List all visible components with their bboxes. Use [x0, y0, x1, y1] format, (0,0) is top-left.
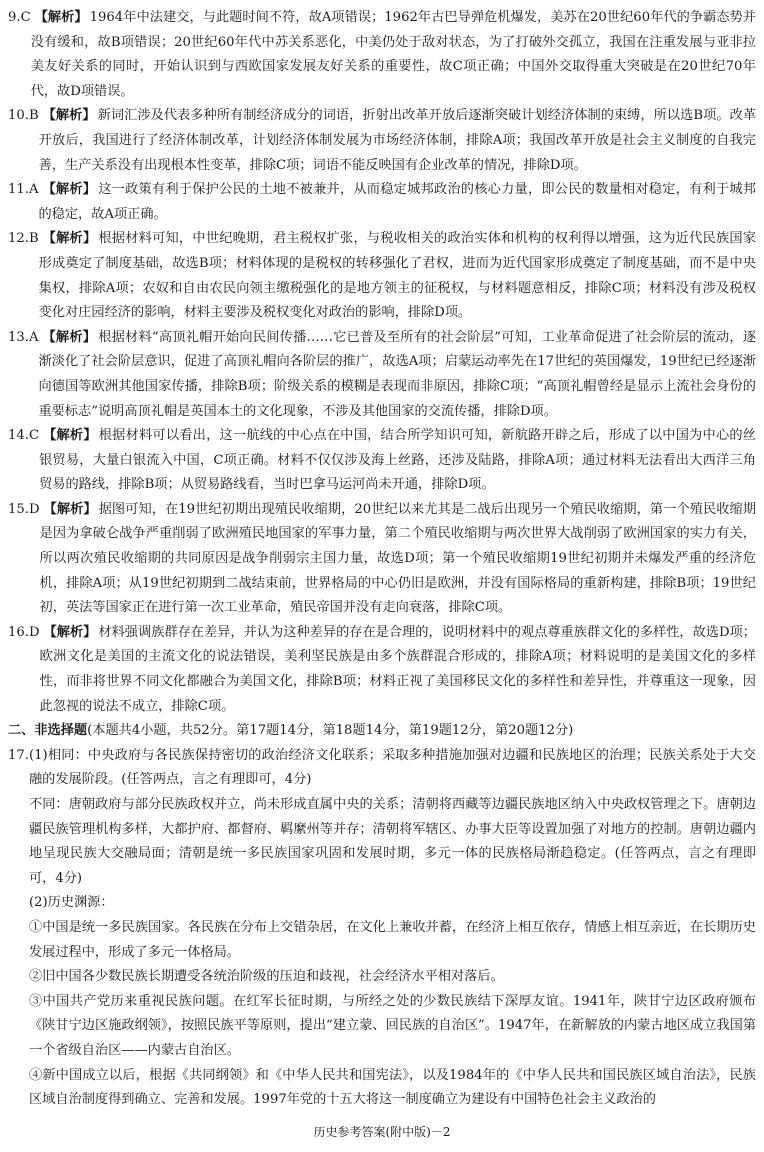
answer-item-15: [8, 498, 756, 621]
page-footer: 历史参考答案(附中版)－2: [313, 1125, 451, 1139]
q17-point-3: ③中国共产党历来重视民族问题。在红军长征时期，与所经之处的少数民族结下深厚友谊。1941年，陕甘宁边区政府颁布《陕甘宁边区施政纲领》，按照民族平等原则，提出“建立蒙、回民族的自治区”。1947年，在新解放的内蒙古地区成立我国第一个省级自治区——内蒙古自治区。: [28, 993, 756, 1058]
analysis-tag: 【解析】: [42, 182, 97, 198]
answer-page: [8, 6, 756, 1113]
answer-body: [40, 498, 756, 621]
answer-body: [39, 424, 756, 498]
answer-item-12: [8, 227, 756, 325]
answer-number: 16.D: [8, 624, 40, 640]
answer-body: [40, 621, 756, 719]
answer-body: [39, 104, 756, 178]
answer-number: 14.C: [8, 428, 40, 444]
answer-item-10: [8, 104, 756, 178]
answer-item-13: [8, 326, 756, 424]
answer-number: 15.D: [8, 501, 40, 517]
analysis-tag: 【解析】: [43, 428, 97, 444]
answer-item-11: [8, 178, 756, 227]
answer-item-14: [8, 424, 756, 498]
analysis-tag: 【解析】: [42, 108, 96, 124]
answer-text: 这一政策有利于保护公民的土地不被兼并，从而稳定城邦政治的核心力量，即公民的数量相对稳定，有利于城邦的稳定，故A项正确。: [38, 182, 756, 222]
answer-text: 据图可知，在19世纪初期出现殖民收缩期，20世纪以来尤其是二战后出现另一个殖民收缩期，第一个殖民收缩期是因为拿破仑战争严重削弱了欧洲殖民地国家的军事力量，第二个殖民收缩期与两次世界大战削弱了欧洲国家的实力有关，所以两次殖民收缩期的共同原因是战争削弱宗主国力量，故选D项；第一个殖民收缩期19世纪初期并未爆发严重的经济危机，排除A项；从19世纪初期到二战结束前，世界格局的中心仍旧是欧洲，并没有国际格局的重新构建，排除B项；19世纪初，英法等国家正在进行第一次工业革命，殖民帝国并没有走向衰落，排除C项。: [39, 501, 757, 616]
answer-text: 1964年中法建交，与此题时间不符，故A项错误；1962年古巴导弹危机爆发，美苏在20世纪60年代的争霸态势并没有缓和，故B项错误；20世纪60年代中苏关系恶化，中美仍处于敌对状态，为了打破外交孤立，我国在注重发展与亚非拉美友好关系的同时，开始认识到与西欧国家发展友好关系的重要性，故C项正确；中国外交取得重大突破是在20世纪70年代，故D项错误。: [30, 10, 756, 99]
answer-number: 13.A: [8, 329, 39, 345]
answer-item-9: [8, 6, 756, 104]
section-note: (本题共4小题，共52分。第17题14分，第18题14分，第19题12分，第20题12分): [87, 723, 574, 739]
answer-body: [29, 744, 756, 1113]
answer-body: [39, 178, 757, 227]
answer-text: 根据材料可知，中世纪晚期，君主税权扩张，与税收相关的政治实体和机构的权利得以增强，这为近代民族国家形成奠定了制度基础，故选B项；材料体现的是税权的转移强化了君权，进而为近代国家形成奠定了制度基础，而不是中央集权，排除A项；农奴和自由农民向领主缴税强化的是地方领主的征税权，与材料题意相反，排除C项；材料没有涉及税权变化对庄园经济的影响，材料主要涉及税权变化对政治的影响，排除D项。: [38, 231, 756, 321]
q17-point-2: ②旧中国各少数民族长期遭受各统治阶级的压迫和歧视，社会经济水平相对落后。: [28, 969, 504, 985]
q17-part1-similarities: (1)相同：中央政府与各民族保持密切的政治经济文化联系；采取多种措施加强对边疆和民族地区的治理；民族关系处于大交融的发展阶段。(任答两点，言之有理即可，4分): [28, 747, 756, 788]
analysis-tag: 【解析】: [43, 501, 97, 517]
analysis-tag: 【解析】: [42, 231, 97, 247]
analysis-tag: 【解析】: [42, 329, 97, 345]
answer-body: [31, 6, 756, 104]
section-heading: [8, 719, 756, 744]
answer-text: 根据材料可以看出，这一航线的中心点在中国，结合所学知识可知，新航路开辟之后，形成了以中国为中心的丝银贸易，大量白银流入中国，C项正确。材料不仅仅涉及海上丝路，还涉及陆路，排除A项；通过材料无法看出大西洋三角贸易的路线，排除B项；从贸易路线看，当时巴拿马运河尚未开通，排除D项。: [39, 428, 756, 493]
answer-number: 12.B: [8, 231, 39, 247]
answer-body: [39, 326, 757, 424]
answer-number: 17.: [8, 747, 29, 763]
q17-part1-differences: 不同：唐朝政府与部分民族政权并立，尚未形成直属中央的关系；清朝将西藏等边疆民族地区纳入中央政权管理之下。唐朝边疆民族管理机构多样，大都护府、都督府、羁縻州等并存；清朝将军辖区、办事大臣等设置加强了对地方的控制。唐朝边疆内地呈现民族大交融局面；清朝是统一多民族国家巩固和发展时期，多元一体的民族格局渐趋稳定。(任答两点，言之有理即可，4分): [28, 797, 756, 886]
answer-number: 10.B: [8, 108, 39, 124]
q17-part2-heading: (2)历史渊源：: [28, 895, 114, 911]
answer-body: [39, 227, 756, 325]
q17-point-1: ①中国是统一多民族国家。各民族在分布上交错杂居，在文化上兼收并蓄，在经济上相互依存，情感上相互亲近，在长期历史发展过程中，形成了多元一体格局。: [28, 919, 756, 960]
answer-number: 9.C: [8, 10, 31, 25]
answer-item-16: [8, 621, 756, 719]
q17-point-4: ④新中国成立以后，根据《共同纲领》和《中华人民共和国宪法》，以及1984年的《中华人民共和国民族区域自治法》，民族区域自治制度得到确立、完善和发展。1997年党的十五大将这一制度确立为建设有中国特色社会主义政治的: [28, 1067, 756, 1108]
answer-number: 11.A: [8, 182, 39, 198]
analysis-tag: 【解析】: [43, 624, 97, 640]
analysis-tag: 【解析】: [34, 10, 88, 25]
section-title: 二、非选择题: [8, 723, 88, 739]
answer-item-17: [8, 744, 756, 1113]
answer-text: 新词汇涉及代表多种所有制经济成分的词语，折射出改革开放后逐渐突破计划经济体制的束缚，所以选B项。改革开放后，我国进行了经济体制改革，计划经济体制发展为市场经济体制，排除A项；我国改革开放是社会主义制度的自我完善，生产关系没有出现根本性变革，排除C项；词语不能反映国有企业改革的情况，排除D项。: [38, 108, 757, 173]
answer-text: 材料强调族群存在差异，并认为这种差异的存在是合理的，说明材料中的观点尊重族群文化的多样性，故选D项；欧洲文化是美国的主流文化的说法错误，美利坚民族是由多个族群混合形成的，排除A项；材料说明的是美国文化的多样性，而非将世界不同文化都融合为美国文化，排除B项；材料正视了美国移民文化的多样性和差异性，并尊重这一现象，因此忽视的说法不成立，排除C项。: [39, 624, 756, 714]
answer-text: 根据材料“高顶礼帽开始向民间传播……它已普及至所有的社会阶层”可知，工业革命促进了社会阶层的流动，逐渐淡化了社会阶层意识，促进了高顶礼帽向各阶层的推广，故选A项；启蒙运动率先在17世纪的英国爆发，19世纪已经逐渐向德国等欧洲其他国家传播，排除B项；阶级关系的模糊是表现而非原因，排除C项；“高顶礼帽曾经是显示上流社会身份的重要标志”说明高顶礼帽是英国本土的文化现象，不涉及其他国家的交流传播，排除D项。: [38, 329, 757, 419]
